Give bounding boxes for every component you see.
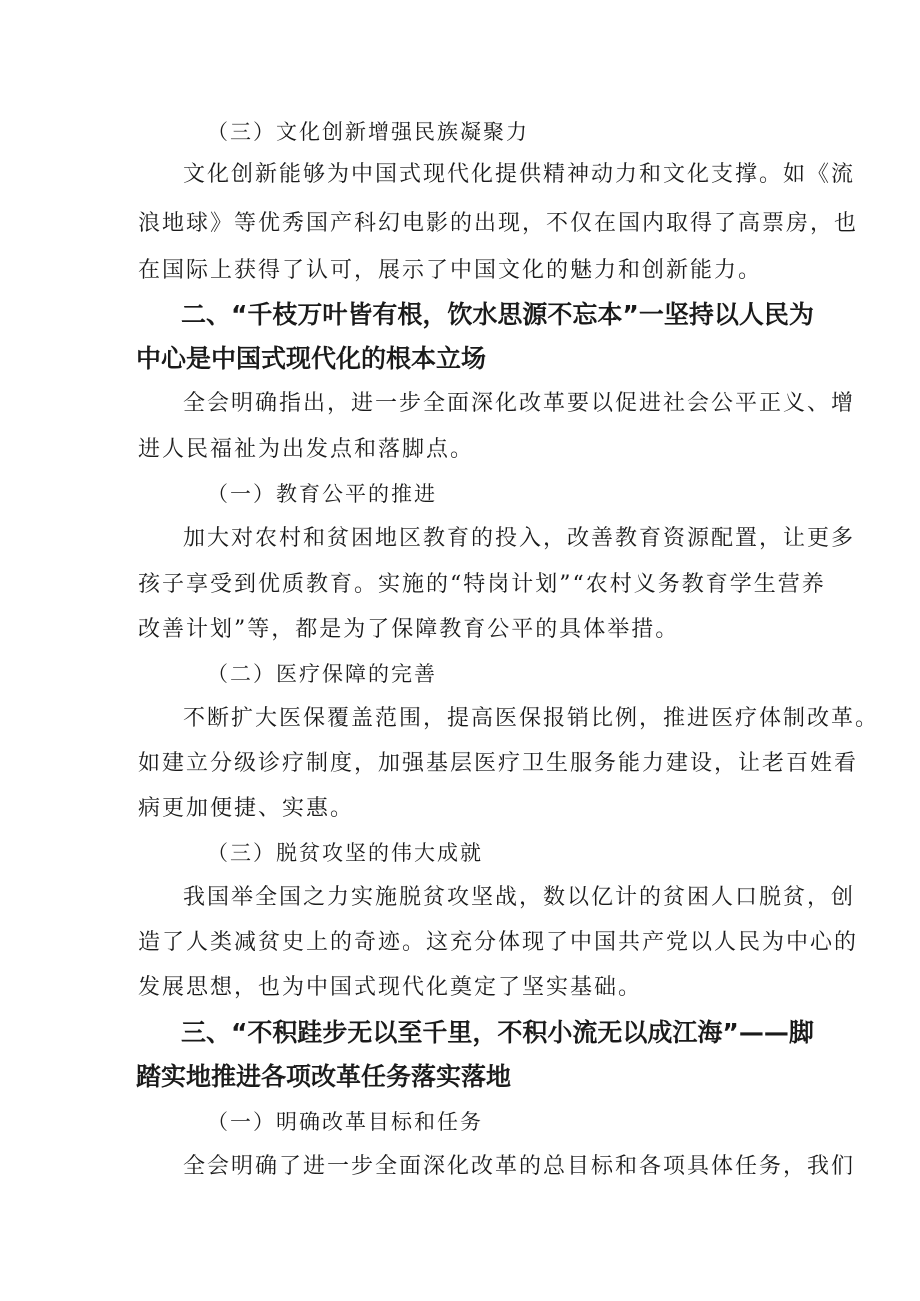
paragraph-line: 造了人类减贫史上的奇迹。这充分体现了中国共产党以人民为中心的 bbox=[138, 930, 859, 955]
paragraph-line: 加大对农村和贫困地区教育的投入，改善教育资源配置，让更多 bbox=[183, 526, 856, 551]
heading-line: 二、“千枝万叶皆有根，饮水思源不忘本”一坚持以人民为 bbox=[181, 300, 814, 329]
paragraph-line: 孩子享受到优质教育。实施的“特岗计划”“农村义务教育学生营养 bbox=[138, 572, 826, 597]
heading-line: 踏实地推进各项改革任务落实落地 bbox=[136, 1062, 512, 1091]
heading-line: 三、“不积跬步无以至千里，不积小流无以成江海”——脚 bbox=[181, 1018, 814, 1047]
paragraph-line: 全会明确了进一步全面深化改革的总目标和各项具体任务，我们 bbox=[183, 1154, 856, 1179]
subsection-title-medical: （二）医疗保障的完善 bbox=[207, 662, 437, 686]
paragraph-line: 不断扩大医保覆盖范围，提高医保报销比例，推进医疗体制改革。 bbox=[183, 706, 880, 731]
heading-line: 中心是中国式现代化的根本立场 bbox=[136, 344, 487, 373]
paragraph-line: 改善计划”等，都是为了保障教育公平的具体举措。 bbox=[138, 617, 680, 642]
paragraph-line: 病更加便捷、实惠。 bbox=[138, 796, 355, 821]
subsection-title-culture-innovation: （三）文化创新增强民族凝聚力 bbox=[207, 120, 529, 144]
paragraph-line: 全会明确指出，进一步全面深化改革要以促进社会公平正义、增 bbox=[183, 391, 856, 416]
paragraph-line: 在国际上获得了认可，展示了中国文化的魅力和创新能力。 bbox=[138, 258, 763, 283]
subsection-title-reform-goals: （一）明确改革目标和任务 bbox=[207, 1110, 483, 1134]
paragraph-line: 浪地球》等优秀国产科幻电影的出现，不仅在国内取得了高票房，也 bbox=[138, 211, 859, 236]
paragraph-line: 文化创新能够为中国式现代化提供精神动力和文化支撑。如《流 bbox=[183, 162, 856, 187]
paragraph-line: 我国举全国之力实施脱贫攻坚战，数以亿计的贫困人口脱贫，创 bbox=[183, 885, 856, 910]
subsection-title-poverty: （三）脱贫攻坚的伟大成就 bbox=[207, 841, 483, 865]
subsection-title-education: （一）教育公平的推进 bbox=[207, 482, 437, 506]
paragraph-line: 如建立分级诊疗制度，加强基层医疗卫生服务能力建设，让老百姓看 bbox=[138, 751, 859, 776]
paragraph-line: 进人民福祉为出发点和落脚点。 bbox=[138, 437, 475, 462]
paragraph-line: 发展思想，也为中国式现代化奠定了坚实基础。 bbox=[138, 975, 643, 1000]
